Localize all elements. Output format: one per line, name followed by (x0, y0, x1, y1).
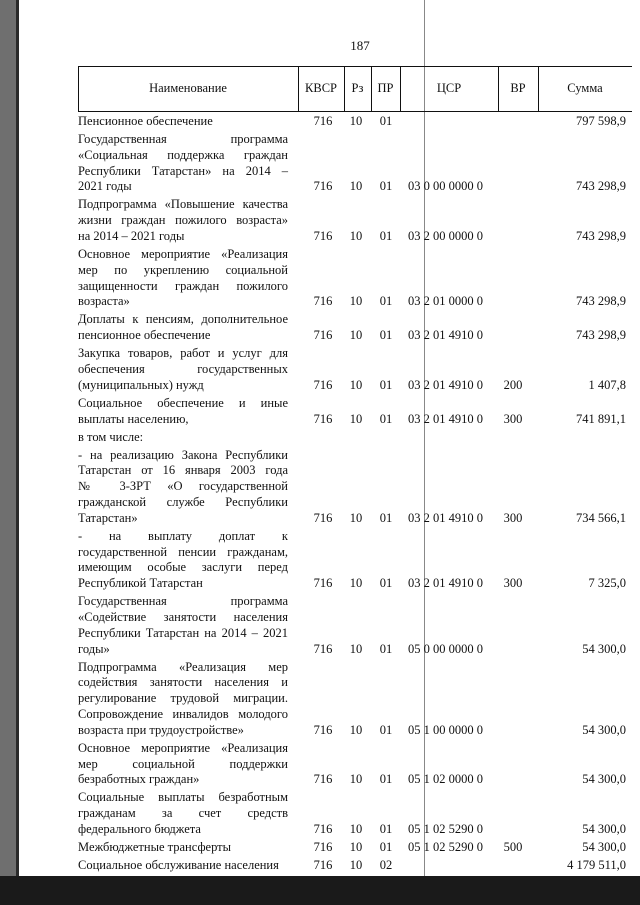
row-name-line: безработных граждан» (78, 772, 200, 787)
cell-pr: 01 (379, 294, 393, 309)
cell-sum: 7 325,0 (588, 576, 626, 591)
cell-kvsr: 716 (313, 722, 333, 737)
cell-pr: 01 (379, 772, 393, 787)
cell-rz: 10 (349, 772, 363, 787)
row-name-line: Сопровождение инвалидов молодого (78, 706, 288, 721)
row-name-line: Республики Татарстан» на 2014 – (78, 163, 288, 178)
cell-sum: 743 298,9 (576, 328, 626, 343)
row-name-line: государственной пенсии гражданам, (78, 544, 288, 559)
row-name-line: Татарстан» (78, 510, 138, 525)
row-name-line: регулирование трудовой миграции. (78, 691, 288, 706)
table-row (78, 660, 632, 739)
row-name (78, 529, 288, 592)
row-name (78, 312, 288, 344)
row-name-line: Социальные выплаты безработным (78, 790, 288, 805)
header-rz: Рз (351, 81, 364, 95)
row-name (78, 660, 288, 739)
cell-kvsr: 716 (313, 377, 333, 392)
row-name-line: Доплаты к пенсиям, дополнительное (78, 312, 288, 327)
row-name-line: гражданской службе Республики (78, 494, 288, 509)
row-name-line: защищенности граждан пожилого (78, 278, 288, 293)
cell-sum: 54 300,0 (582, 722, 626, 737)
row-name-line: гражданам за счет средств (78, 806, 288, 821)
row-name-line: федерального бюджета (78, 821, 201, 836)
cell-kvsr: 716 (313, 840, 333, 854)
row-name (78, 741, 288, 788)
cell-kvsr: 716 (313, 641, 333, 656)
cell-rz: 10 (349, 821, 363, 836)
cell-sum: 54 300,0 (582, 641, 626, 656)
row-name-line: - на реализацию Закона Республики (78, 447, 288, 462)
row-name (78, 790, 288, 837)
row-name (78, 430, 288, 446)
cell-rz: 10 (349, 858, 363, 872)
cell-rz: 10 (349, 114, 363, 128)
cell-csr: 03 2 01 4910 0 (408, 576, 483, 591)
header-kvsr: КВСР (305, 81, 337, 95)
cell-pr: 01 (379, 377, 393, 392)
cell-sum: 734 566,1 (576, 510, 626, 525)
cell-sum: 743 298,9 (576, 228, 626, 243)
row-name-line: Подпрограмма «Реализация мер (78, 659, 288, 674)
scan-bottom-edge (0, 876, 640, 905)
row-name-line: Подпрограмма «Повышение качества (78, 197, 288, 212)
cell-rz: 10 (349, 576, 363, 591)
header-name: Наименование (149, 81, 227, 95)
cell-sum: 54 300,0 (582, 840, 626, 854)
cell-pr: 01 (379, 821, 393, 836)
table-row (78, 430, 632, 446)
row-name-line: в том числе: (78, 429, 144, 444)
cell-csr: 03 2 01 4910 0 (408, 328, 483, 343)
table-header (78, 66, 632, 112)
row-name-line: «Содействие занятости населения (78, 609, 288, 624)
header-vr: ВР (510, 81, 526, 95)
cell-vr: 200 (503, 377, 523, 392)
cell-csr: 03 2 01 0000 0 (408, 294, 483, 309)
row-name-line: - на выплату доплат к (78, 528, 288, 543)
row-name-line: на 2014 – 2021 годы (78, 228, 185, 243)
cell-sum: 743 298,9 (576, 294, 626, 309)
cell-pr: 01 (379, 228, 393, 243)
row-name-line: содействия занятости населения и (78, 675, 288, 690)
cell-kvsr: 716 (313, 858, 333, 872)
row-name-line: Основное мероприятие «Реализация (78, 247, 288, 261)
table-row (78, 346, 632, 393)
cell-rz: 10 (349, 411, 363, 426)
row-name-line: возраста» (78, 294, 130, 309)
row-name (78, 840, 288, 856)
cell-sum: 741 891,1 (576, 411, 626, 426)
cell-kvsr: 716 (313, 328, 333, 343)
cell-csr: 03 2 01 4910 0 (408, 411, 483, 426)
scan-left-shadow (16, 0, 19, 905)
cell-pr: 01 (379, 114, 393, 128)
cell-rz: 10 (349, 228, 363, 243)
header-sum: Сумма (567, 81, 603, 95)
table-row (78, 529, 632, 592)
row-name-line: годы» (78, 641, 110, 656)
row-name-line: Государственная программа (78, 594, 288, 609)
cell-pr: 01 (379, 576, 393, 591)
cell-kvsr: 716 (313, 114, 333, 128)
row-name-line: Закупка товаров, работ и услуг для (78, 346, 288, 361)
row-name (78, 594, 288, 657)
cell-csr: 05 0 00 0000 0 (408, 641, 483, 656)
table-row (78, 197, 632, 244)
cell-rz: 10 (349, 510, 363, 525)
row-name-line: (муниципальных) нужд (78, 377, 204, 392)
cell-pr: 01 (379, 328, 393, 343)
cell-csr: 05 1 02 5290 0 (408, 821, 483, 836)
row-name (78, 858, 288, 874)
cell-sum: 743 298,9 (576, 179, 626, 194)
cell-kvsr: 716 (313, 228, 333, 243)
row-name-line: обеспечения государственных (78, 361, 288, 376)
cell-csr: 03 2 01 4910 0 (408, 377, 483, 392)
cell-rz: 10 (349, 179, 363, 194)
row-name-line: Республикой Татарстан (78, 576, 203, 591)
row-name (78, 346, 288, 393)
row-name-line: Татарстан от 16 января 2003 года (78, 463, 288, 478)
page-number: 187 (350, 38, 370, 53)
row-name-line: Социальное обеспечение и иные (78, 395, 288, 410)
table-row (78, 247, 632, 310)
cell-sum: 4 179 511,0 (567, 858, 626, 872)
row-name-line: жизни граждан пожилого возраста» (78, 213, 288, 228)
cell-rz: 10 (349, 641, 363, 656)
row-name-line: 2021 годы (78, 179, 132, 194)
table-row (78, 448, 632, 527)
cell-pr: 01 (379, 510, 393, 525)
row-name (78, 247, 288, 310)
cell-vr: 300 (503, 576, 523, 591)
cell-csr: 03 0 00 0000 0 (408, 179, 483, 194)
cell-sum: 54 300,0 (582, 772, 626, 787)
cell-rz: 10 (349, 840, 363, 854)
header-csr: ЦСР (436, 81, 462, 95)
cell-pr: 01 (379, 840, 393, 854)
table-row (78, 840, 632, 856)
row-name (78, 132, 288, 195)
row-name-line: «Социальная поддержка граждан (78, 147, 288, 162)
table-row (78, 858, 632, 874)
cell-kvsr: 716 (313, 411, 333, 426)
row-name-line: Республики Татарстан на 2014 – 2021 (78, 625, 288, 640)
cell-rz: 10 (349, 722, 363, 737)
row-name-line: Социальное обслуживание населения (78, 858, 279, 872)
cell-rz: 10 (349, 328, 363, 343)
row-name-line: № 3-ЗРТ «О государственной (78, 479, 288, 494)
cell-sum: 54 300,0 (582, 821, 626, 836)
cell-csr: 05 1 02 5290 0 (408, 840, 483, 854)
cell-csr: 05 1 02 0000 0 (408, 772, 483, 787)
row-name-line: Пенсионное обеспечение (78, 114, 213, 128)
table-row (78, 132, 632, 195)
cell-csr: 05 1 00 0000 0 (408, 722, 483, 737)
cell-csr: 03 2 01 4910 0 (408, 510, 483, 525)
cell-pr: 01 (379, 722, 393, 737)
cell-pr: 01 (379, 641, 393, 656)
cell-kvsr: 716 (313, 179, 333, 194)
row-name-line: пенсионное обеспечение (78, 328, 211, 343)
cell-sum: 1 407,8 (588, 377, 626, 392)
table-row (78, 594, 632, 657)
cell-kvsr: 716 (313, 510, 333, 525)
cell-kvsr: 716 (313, 821, 333, 836)
cell-kvsr: 716 (313, 294, 333, 309)
cell-kvsr: 716 (313, 772, 333, 787)
row-name (78, 114, 288, 130)
cell-vr: 500 (503, 840, 523, 854)
row-name-line: выплаты населению, (78, 411, 189, 426)
row-name-line: Основное мероприятие «Реализация (78, 740, 288, 755)
scan-left-edge (0, 0, 16, 905)
row-name-line: имеющим особые заслуги перед (78, 560, 288, 575)
cell-pr: 01 (379, 411, 393, 426)
row-name-line: Государственная программа (78, 132, 288, 146)
row-name (78, 197, 288, 244)
cell-vr: 300 (503, 510, 523, 525)
table-row (78, 396, 632, 428)
cell-vr: 300 (503, 411, 523, 426)
cell-kvsr: 716 (313, 576, 333, 591)
cell-pr: 01 (379, 179, 393, 194)
table-row (78, 312, 632, 344)
row-name (78, 396, 288, 428)
row-name (78, 448, 288, 527)
row-name-line: мер по укреплению социальной (78, 262, 288, 277)
table-row (78, 790, 632, 837)
row-name-line: возраста при трудоустройстве» (78, 722, 244, 737)
header-pr: ПР (377, 81, 394, 95)
cell-rz: 10 (349, 377, 363, 392)
cell-sum: 797 598,9 (576, 114, 626, 128)
table-row (78, 114, 632, 130)
cell-pr: 02 (379, 858, 393, 872)
cell-csr: 03 2 00 0000 0 (408, 228, 483, 243)
row-name-line: мер социальной поддержки (78, 756, 288, 771)
table-row (78, 741, 632, 788)
row-name-line: Межбюджетные трансферты (78, 840, 232, 854)
cell-rz: 10 (349, 294, 363, 309)
budget-table (78, 66, 632, 872)
